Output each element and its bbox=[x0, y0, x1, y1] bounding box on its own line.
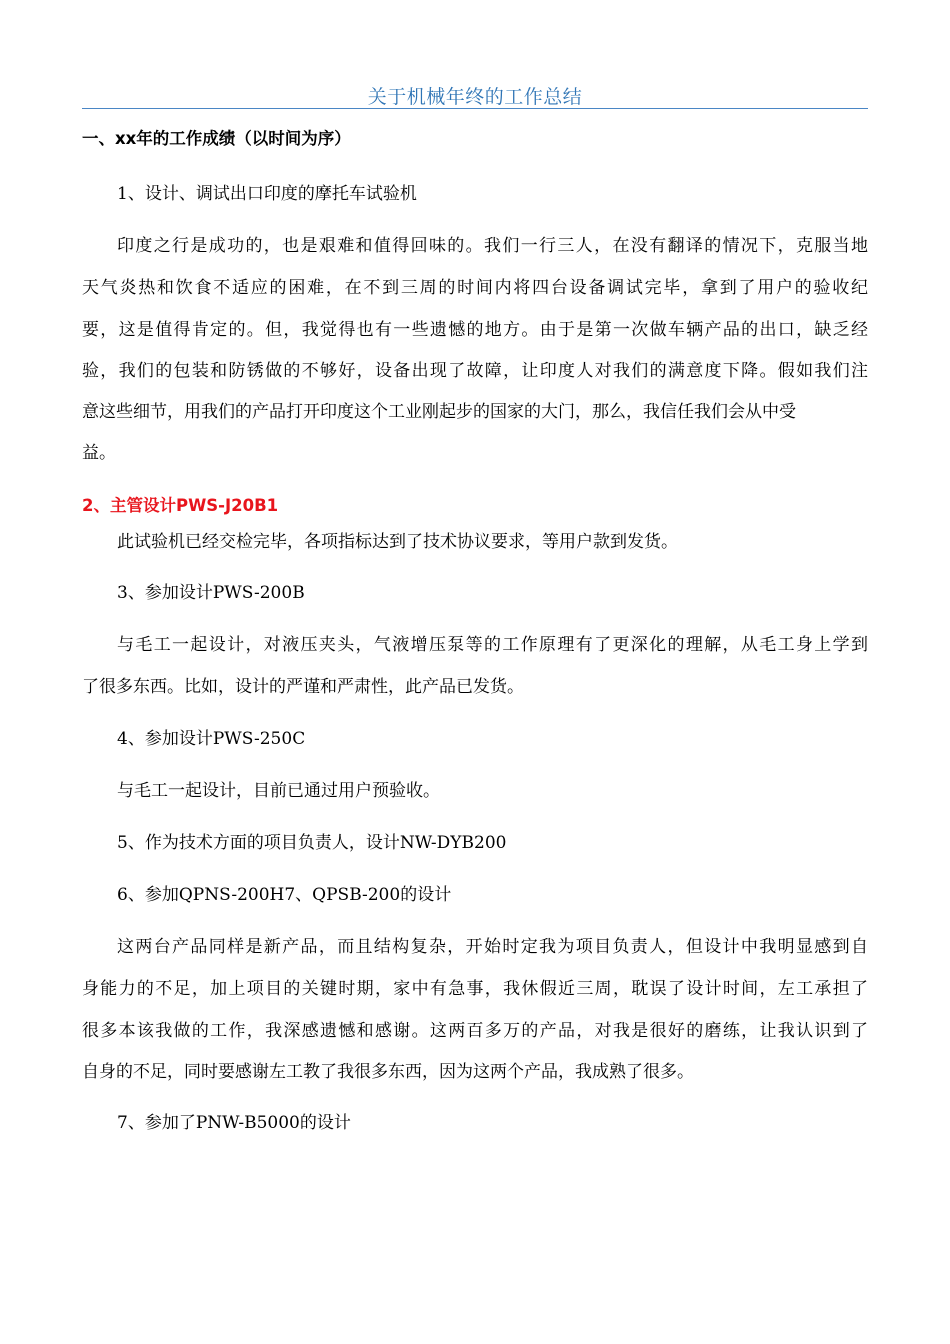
item-6-body-line: 这两台产品同样是新产品，而且结构复杂，开始时定我为项目负责人，但设计中我明显感到自 bbox=[117, 937, 868, 957]
item-3-heading: 3、参加设计PWS-200B bbox=[117, 583, 305, 603]
item-7-heading: 7、参加了PNW-B5000的设计 bbox=[117, 1113, 351, 1133]
section-heading: 一、xx年的工作成绩（以时间为序） bbox=[82, 129, 351, 148]
item-5-heading: 5、作为技术方面的项目负责人，设计NW-DYB200 bbox=[117, 833, 507, 853]
item-1-body-line: 验，我们的包装和防锈做的不够好，设备出现了故障，让印度人对我们的满意度下降。假如我们注 bbox=[82, 361, 868, 381]
item-1-body-line: 意这些细节，用我们的产品打开印度这个工业刚起步的国家的大门，那么，我信任我们会从中受 bbox=[82, 402, 796, 422]
item-1-body-line: 要，这是值得肯定的。但，我觉得也有一些遗憾的地方。由于是第一次做车辆产品的出口，缺乏经 bbox=[82, 320, 868, 340]
header-rule bbox=[82, 108, 868, 109]
item-3-body-line: 与毛工一起设计，对液压夹头，气液增压泵等的工作原理有了更深化的理解，从毛工身上学到 bbox=[117, 635, 868, 655]
item-1-heading: 1、设计、调试出口印度的摩托车试验机 bbox=[117, 184, 417, 204]
item-4-heading: 4、参加设计PWS-250C bbox=[117, 729, 306, 749]
item-1-body-line: 天气炎热和饮食不适应的困难，在不到三周的时间内将四台设备调试完毕，拿到了用户的验收纪 bbox=[82, 278, 868, 298]
item-4-body-line: 与毛工一起设计，目前已通过用户预验收。 bbox=[117, 781, 440, 801]
item-2-body-line: 此试验机已经交检完毕，各项指标达到了技术协议要求，等用户款到发货。 bbox=[117, 532, 678, 552]
item-6-heading: 6、参加QPNS-200H7、QPSB-200的设计 bbox=[117, 885, 452, 905]
item-6-body-line: 自身的不足，同时要感谢左工教了我很多东西，因为这两个产品，我成熟了很多。 bbox=[82, 1062, 694, 1082]
item-1-body-line: 印度之行是成功的，也是艰难和值得回味的。我们一行三人，在没有翻译的情况下，克服当地 bbox=[117, 236, 868, 256]
item-6-body-line: 身能力的不足，加上项目的关键时期，家中有急事，我休假近三周，耽误了设计时间，左工承担了 bbox=[82, 979, 868, 999]
item-3-body-line: 了很多东西。比如，设计的严谨和严肃性，此产品已发货。 bbox=[82, 677, 524, 697]
item-1-body-line: 益。 bbox=[82, 443, 116, 463]
item-2-heading: 2、主管设计PWS-J20B1 bbox=[82, 496, 279, 515]
item-6-body-line: 很多本该我做的工作，我深感遗憾和感谢。这两百多万的产品，对我是很好的磨练，让我认识到了 bbox=[82, 1021, 868, 1041]
document-title: 关于机械年终的工作总结 bbox=[367, 86, 583, 108]
